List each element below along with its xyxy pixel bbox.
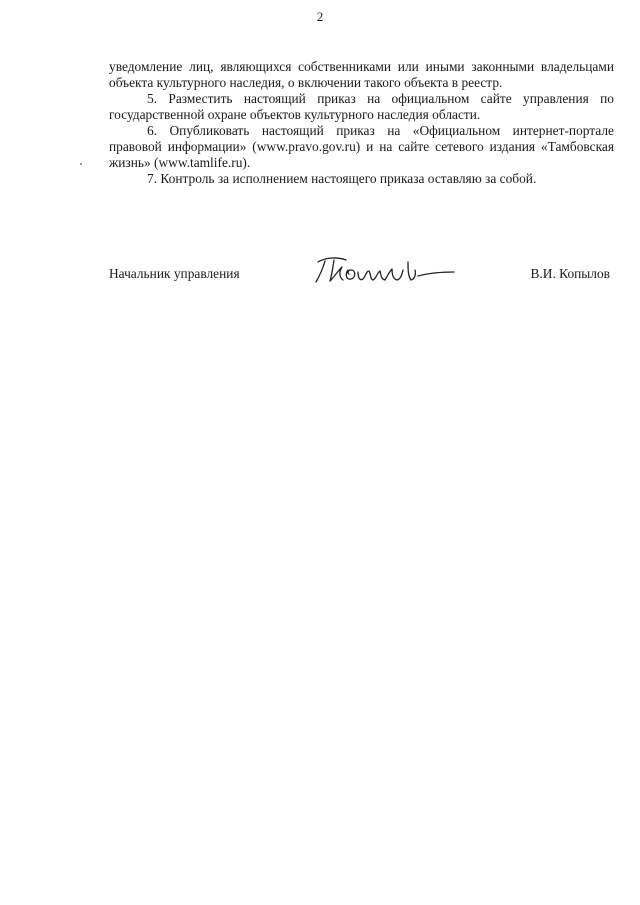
signature-block	[109, 266, 610, 290]
paragraph-item-7: 7. Контроль за исполнением настоящего приказа оставляю за собой.	[147, 171, 537, 186]
paragraph-continuation: уведомление лиц, являющихся собственниками или иными законными владельцами объекта культурного наследия, о включении такого объекта в реестр.	[109, 59, 614, 90]
scan-speck	[80, 163, 82, 165]
paragraph-item-6: 6. Опубликовать настоящий приказ на «Официальном интернет-портале правовой информации» (www.pravo.gov.ru) и на сайте сетевого издания «Тамбовская жизнь» (www.tamlife.ru).	[109, 123, 614, 170]
handwritten-signature	[314, 252, 464, 286]
signatory-position: Начальник управления	[109, 266, 240, 281]
page-number: 2	[316, 9, 324, 24]
signatory-name: В.И. Копылов	[530, 266, 610, 281]
paragraph-item-5: 5. Разместить настоящий приказ на официальном сайте управления по государственной охране объектов культурного наследия области.	[109, 91, 614, 122]
document-body	[109, 59, 614, 187]
